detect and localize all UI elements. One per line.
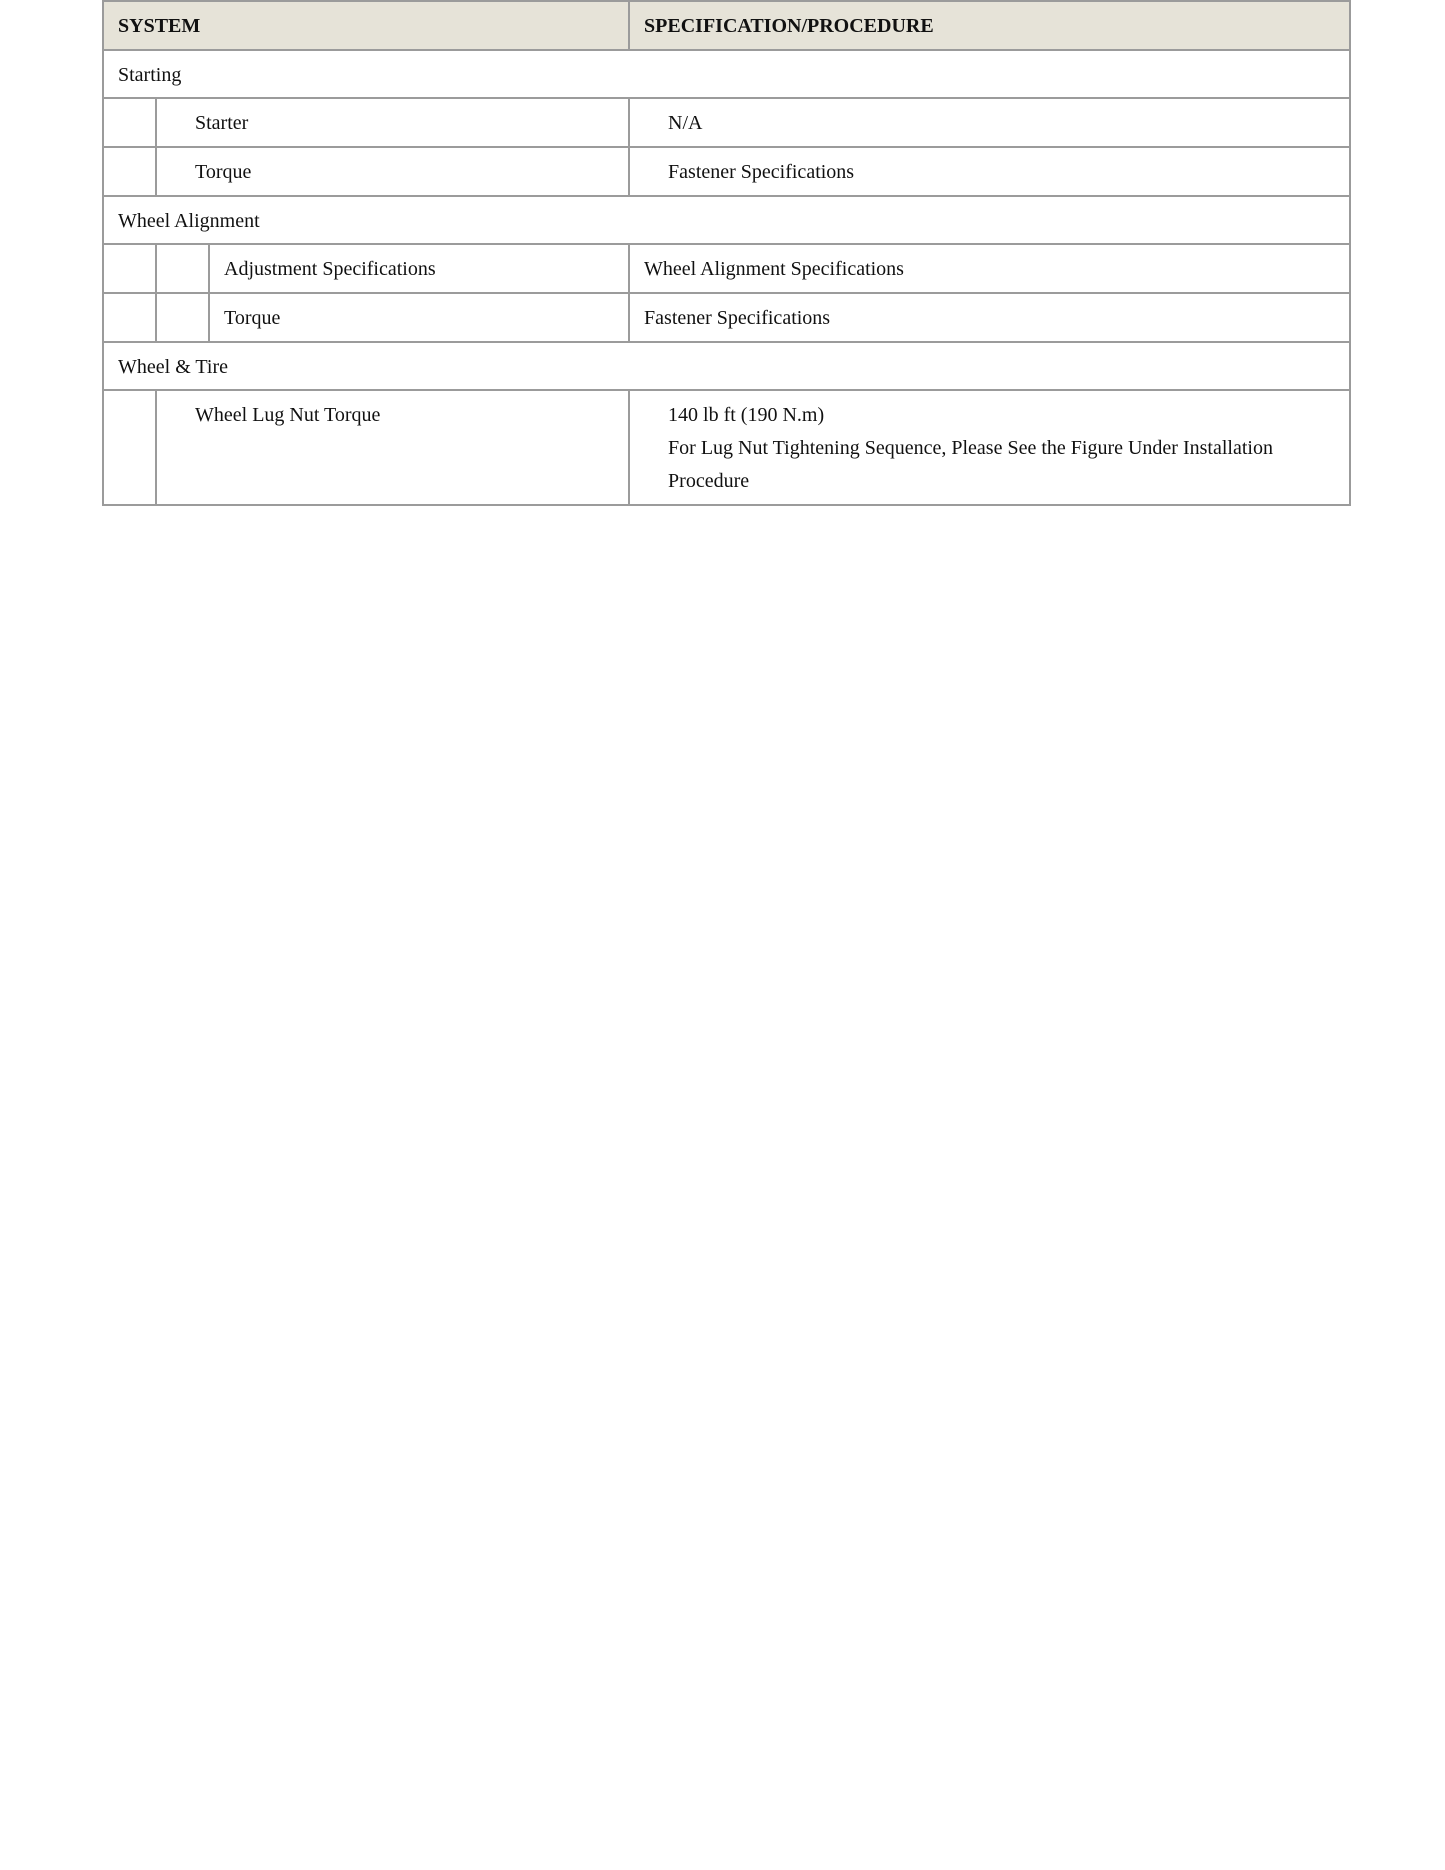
header-system: SYSTEM [103, 1, 629, 50]
spec-note: For Lug Nut Tightening Sequence, Please See the Figure Under Installation Procedure [668, 437, 1273, 492]
section-row-wheel-tire [103, 342, 1350, 390]
table-row [103, 244, 1350, 293]
section-row-starting [103, 50, 1350, 98]
spec-cell: N/A [629, 98, 1350, 147]
indent-cell [156, 293, 209, 342]
indent-cell [103, 147, 156, 196]
table-row [103, 390, 1350, 505]
spec-cell [629, 390, 1350, 505]
header-specification: SPECIFICATION/PROCEDURE [629, 1, 1350, 50]
system-cell: Wheel Lug Nut Torque [156, 390, 629, 505]
section-title: Wheel Alignment [103, 196, 1350, 244]
table-row [103, 98, 1350, 147]
section-title: Wheel & Tire [103, 342, 1350, 390]
indent-cell [103, 390, 156, 505]
specification-table [102, 0, 1351, 506]
indent-cell [103, 98, 156, 147]
section-title: Starting [103, 50, 1350, 98]
system-cell: Adjustment Specifications [209, 244, 629, 293]
indent-cell [103, 293, 156, 342]
system-cell: Starter [156, 98, 629, 147]
spec-cell: Wheel Alignment Specifications [629, 244, 1350, 293]
table-row [103, 147, 1350, 196]
spec-cell: Fastener Specifications [629, 293, 1350, 342]
system-cell: Torque [156, 147, 629, 196]
system-cell: Torque [209, 293, 629, 342]
table-row [103, 293, 1350, 342]
indent-cell [156, 244, 209, 293]
section-row-wheel-alignment [103, 196, 1350, 244]
spec-cell: Fastener Specifications [629, 147, 1350, 196]
table-header-row [103, 1, 1350, 50]
spec-value: 140 lb ft (190 N.m) [668, 404, 825, 426]
indent-cell [103, 244, 156, 293]
